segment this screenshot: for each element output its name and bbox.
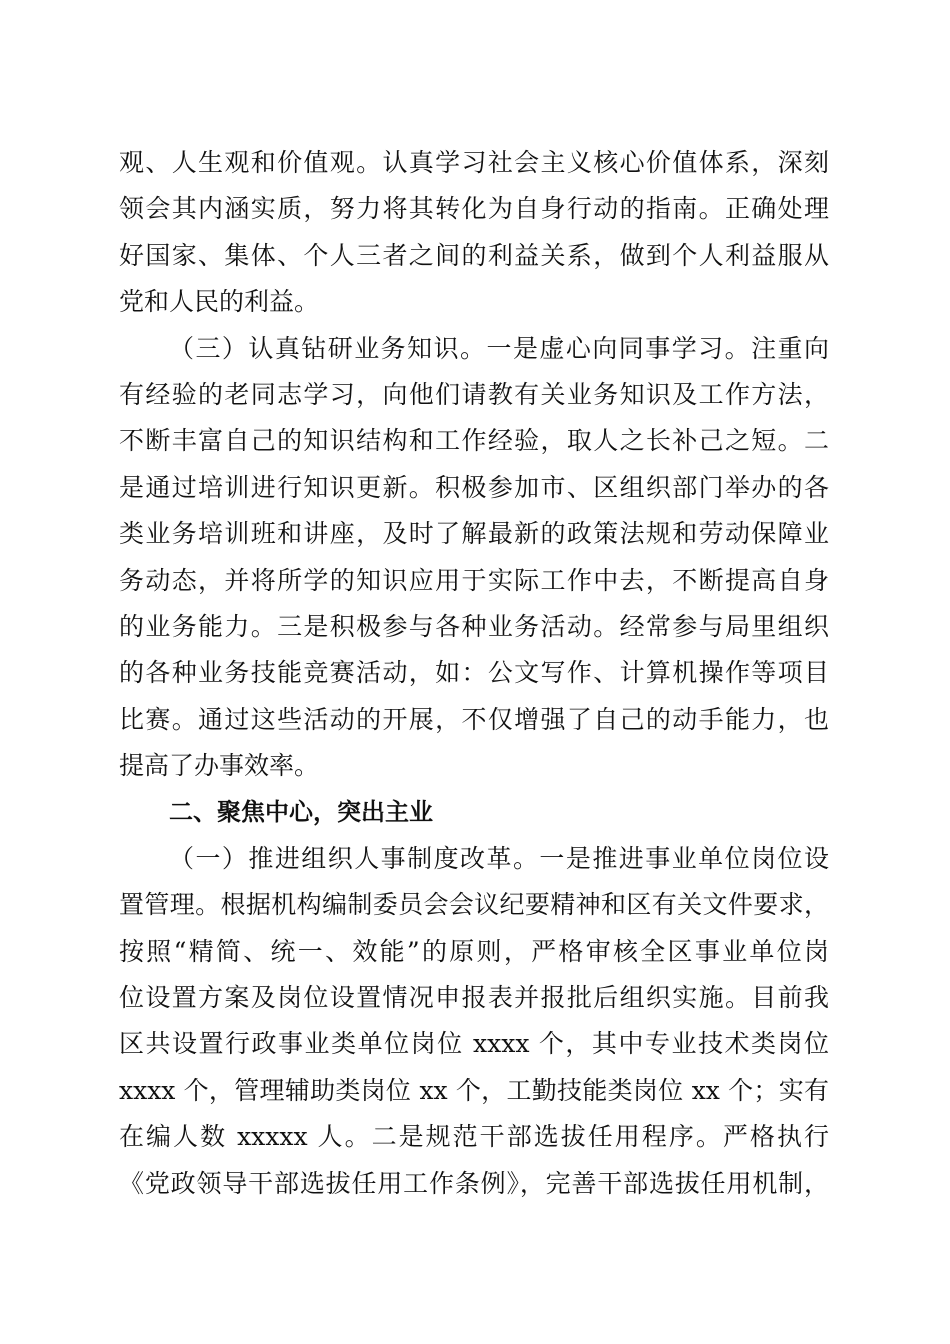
text-line: 有经验的老同志学习，向他们请教有关业务知识及工作方法，: [119, 379, 829, 409]
text-line: 是通过培训进行知识更新。积极参加市、区组织部门举办的各: [119, 472, 829, 502]
text-line: 类业务培训班和讲座，及时了解最新的政策法规和劳动保障业: [119, 519, 829, 549]
text-line: 务动态，并将所学的知识应用于实际工作中去，不断提高自身: [119, 565, 829, 595]
document-body: [119, 140, 829, 1207]
text-line: 区共设置行政事业类单位岗位 xxxx 个，其中专业技术类岗位: [119, 1029, 829, 1059]
text-line: 好国家、集体、个人三者之间的利益关系，做到个人利益服从: [119, 240, 829, 270]
text-line: 按照“精简、统一、效能”的原则，严格审核全区事业单位岗: [119, 936, 829, 966]
text-line: 在编人数 xxxxx 人。二是规范干部选拔任用程序。严格执行: [119, 1122, 829, 1152]
text-line: 观、人生观和价值观。认真学习社会主义核心价值体系，深刻: [119, 148, 829, 177]
text-line: 置管理。根据机构编制委员会会议纪要精神和区有关文件要求，: [119, 890, 829, 920]
text-line: 党和人民的利益。: [119, 287, 320, 317]
text-line: 领会其内涵实质，努力将其转化为自身行动的指南。正确处理: [119, 194, 829, 224]
text-line: 的各种业务技能竞赛活动，如：公文写作、计算机操作等项目: [119, 658, 829, 688]
section-heading: 二、聚焦中心，突出主业: [169, 798, 433, 827]
text-line: 的业务能力。三是积极参与各种业务活动。经常参与局里组织: [119, 611, 829, 641]
text-line: 提高了办事效率。: [119, 751, 320, 781]
paragraph-start-line: （一）推进组织人事制度改革。一是推进事业单位岗位设: [169, 843, 829, 873]
text-line: 位设置方案及岗位设置情况申报表并报批后组织实施。目前我: [119, 983, 829, 1013]
text-line: xxxx 个，管理辅助类岗位 xx 个，工勤技能类岗位 xx 个；实有: [119, 1075, 829, 1105]
text-line: 比赛。通过这些活动的开展，不仅增强了自己的动手能力，也: [119, 704, 829, 734]
paragraph-start-line: （三）认真钻研业务知识。一是虚心向同事学习。注重向: [169, 333, 829, 363]
text-line: 不断丰富自己的知识结构和工作经验，取人之长补己之短。二: [119, 426, 829, 456]
text-line: 《党政领导干部选拔任用工作条例》，完善干部选拔任用机制，: [119, 1168, 829, 1198]
